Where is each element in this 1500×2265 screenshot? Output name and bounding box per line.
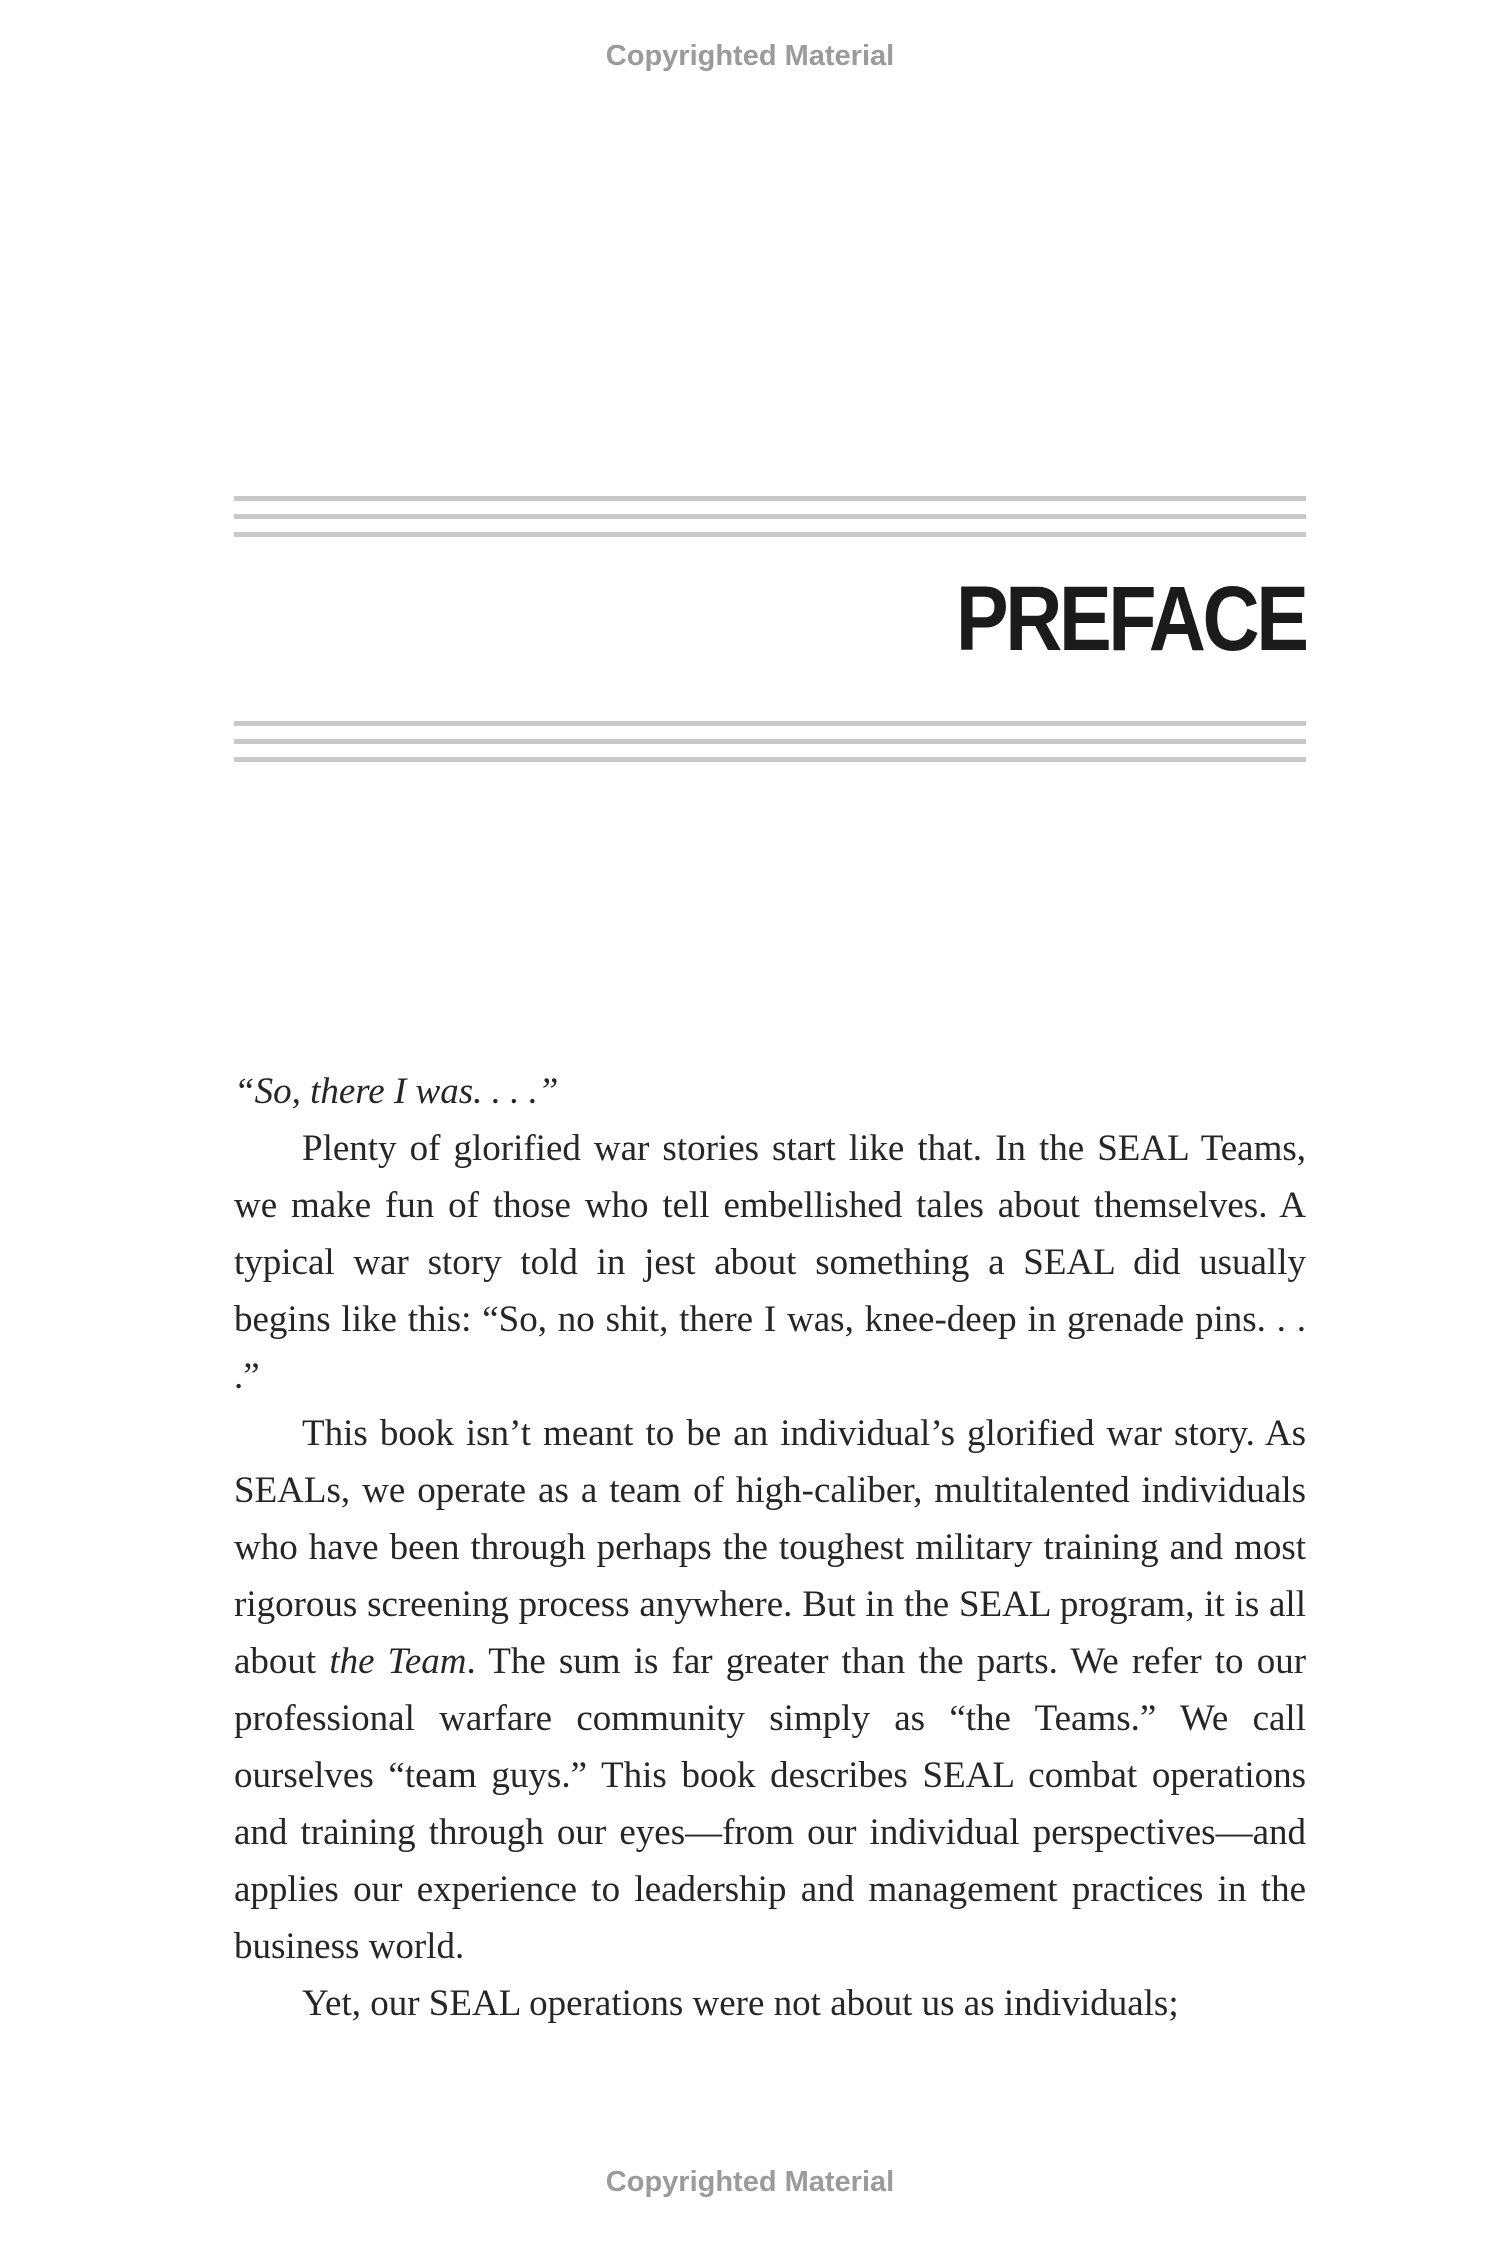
- paragraph-2: [234, 1405, 1306, 1975]
- paragraph-2-text: This book isn’t meant to be an individual’s glorified war story. As SEALs, we operate as a team of high-caliber, multitalented individuals who have been through perhaps the toughest military training and most rigorous screening process anywhere. But in the SEAL program, it is all about: [234, 1413, 1306, 1682]
- copyright-watermark-top: Copyrighted Material: [605, 40, 895, 72]
- paragraph-2-emphasis: the Team: [329, 1641, 467, 1682]
- copyright-watermark-bottom: Copyrighted Material: [605, 2166, 895, 2198]
- title-rule-bottom: [234, 721, 1306, 765]
- chapter-title: PREFACE: [956, 568, 1306, 670]
- rule-line: [234, 532, 1306, 537]
- body-text: [234, 1063, 1306, 2032]
- rule-line: [234, 496, 1306, 501]
- paragraph-3: Yet, our SEAL operations were not about us as individuals;: [302, 1983, 1179, 2024]
- rule-line: [234, 739, 1306, 744]
- paragraph-2-text-continued: . The sum is far greater than the parts. We refer to our professional warfare community simply as “the Teams.” We call ourselves “team guys.” This book describes SEAL combat operations and training through our eyes—from our individual perspectives—and applies our experience to leadership and management practices in the business world.: [234, 1641, 1307, 1967]
- paragraph-1: Plenty of glorified war stories start like that. In the SEAL Teams, we make fun of those who tell embellished tales about themselves. A typical war story told in jest about something a SEAL did usually begins like this: “So, no shit, there I was, knee-deep in grenade pins. . . .”: [234, 1128, 1306, 1397]
- rule-line: [234, 721, 1306, 726]
- rule-line: [234, 514, 1306, 519]
- rule-line: [234, 757, 1306, 762]
- title-rule-top: [234, 496, 1306, 540]
- epigraph: “So, there I was. . . .”: [234, 1071, 559, 1112]
